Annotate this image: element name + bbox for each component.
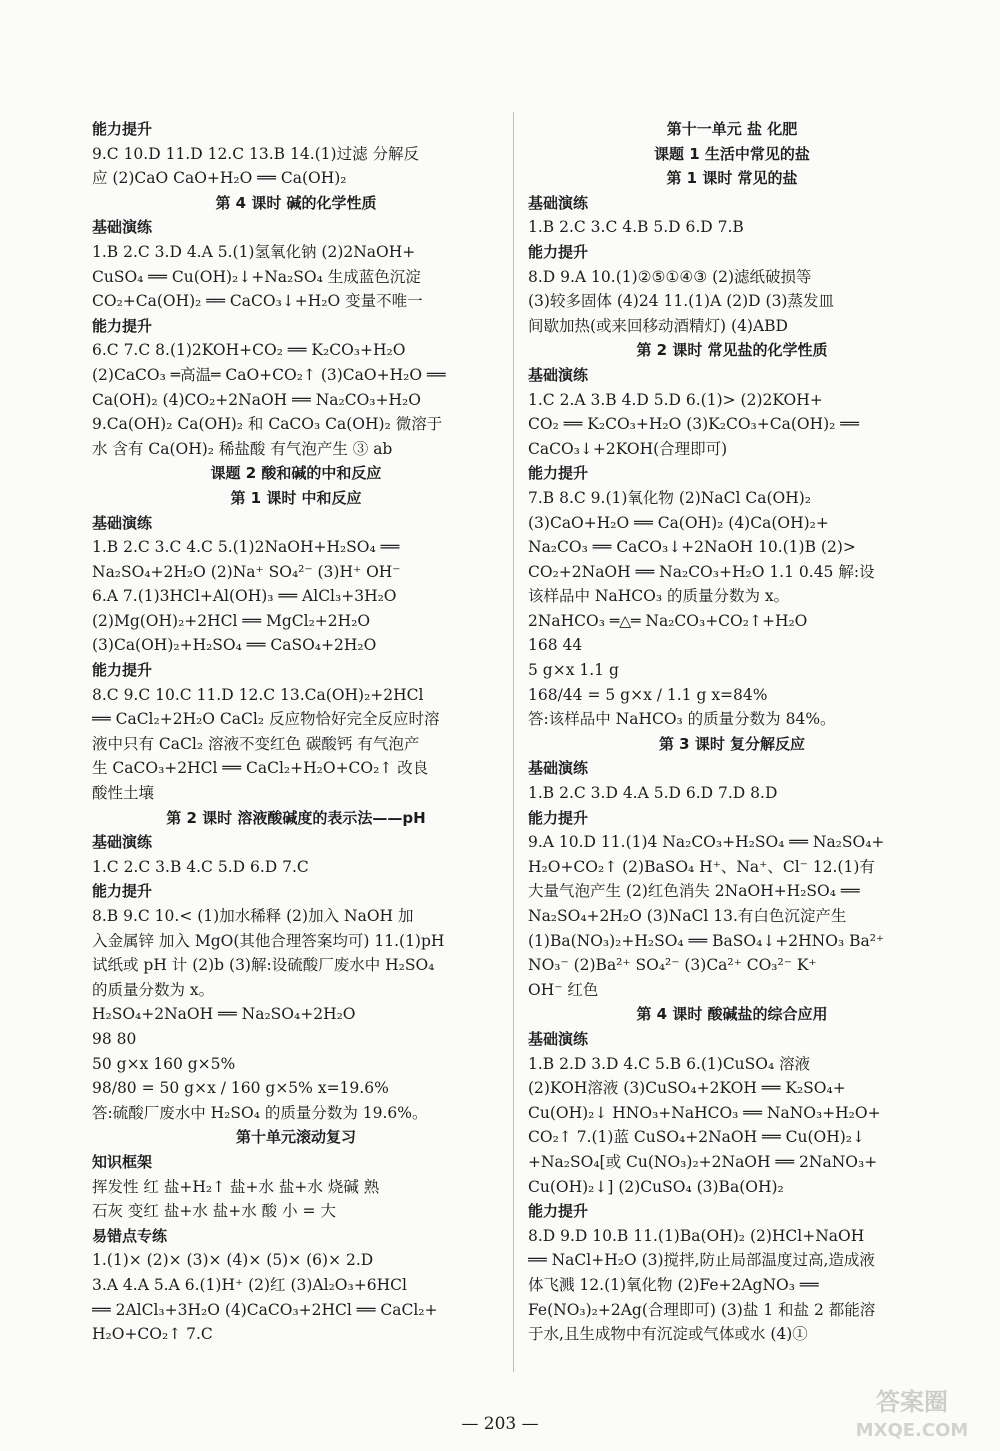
right-column	[528, 117, 936, 1347]
section-heading: 能力提升	[528, 464, 589, 483]
answer-line: 8.D 9.D 10.B 11.(1)Ba(OH)₂ (2)HCl+NaOH	[528, 1226, 865, 1245]
answer-line: 该样品中 NaHCO₃ 的质量分数为 x。	[528, 587, 790, 606]
section-heading: 基础演练	[528, 1029, 589, 1048]
answer-line: Na₂CO₃ ══ CaCO₃↓+2NaOH 10.(1)B (2)>	[528, 538, 856, 557]
answer-line: 1.B 2.C 3.D 4.A 5.(1)氢氧化钠 (2)2NaOH+	[92, 242, 416, 261]
answer-line: 8.B 9.C 10.< (1)加水稀释 (2)加入 NaOH 加	[92, 907, 414, 925]
answer-line: Cu(OH)₂↓] (2)CuSO₄ (3)Ba(OH)₂	[528, 1177, 784, 1196]
answer-line: 于水,且生成物中有沉淀或气体或水 (4)①	[528, 1325, 808, 1344]
answer-line: 液中只有 CaCl₂ 溶液不变红色 碳酸钙 有气泡产	[92, 734, 420, 753]
answer-line: 1.B 2.D 3.D 4.C 5.B 6.(1)CuSO₄ 溶液	[528, 1054, 811, 1073]
answer-line: Na₂SO₄+2H₂O (3)NaCl 13.有白色沉淀产生	[528, 907, 847, 925]
section-heading: 基础演练	[528, 759, 589, 778]
answer-line: H₂O+CO₂↑ (2)BaSO₄ H⁺、Na⁺、Cl⁻ 12.(1)有	[528, 857, 875, 876]
section-heading: 能力提升	[528, 808, 589, 827]
answer-line: H₂SO₄+2NaOH ══ Na₂SO₄+2H₂O	[92, 1005, 356, 1024]
answer-line: CO₂+2NaOH ══ Na₂CO₃+H₂O 1.1 0.45 解:设	[528, 562, 875, 581]
answer-line: 6.C 7.C 8.(1)2KOH+CO₂ ══ K₂CO₃+H₂O	[92, 341, 406, 360]
lesson-title: 第 1 课时 中和反应	[230, 488, 362, 507]
answer-line: 168/44 = 5 g×x / 1.1 g x=84%	[528, 685, 768, 704]
answer-line: (3)较多固体 (4)24 11.(1)A (2)D (3)蒸发皿	[528, 292, 834, 311]
answer-line: 大量气泡产生 (2)红色消失 2NaOH+H₂SO₄ ══	[528, 882, 860, 901]
section-heading: 知识框架	[92, 1152, 153, 1171]
answer-line: (2)CaCO₃ ═高温═ CaO+CO₂↑ (3)CaO+H₂O ══	[92, 365, 446, 384]
lesson-title: 第 2 课时 溶液酸碱度的表示法——pH	[166, 808, 426, 827]
answer-line: CaCO₃↓+2KOH(合理即可)	[528, 439, 728, 458]
answer-line: ══ CaCl₂+2H₂O CaCl₂ 反应物恰好完全反应时溶	[92, 710, 440, 729]
lesson-title: 第 2 课时 常见盐的化学性质	[636, 341, 828, 360]
answer-line: 168 44	[528, 636, 583, 655]
answer-line: 石灰 变红 盐+水 盐+水 酸 小 = 大	[92, 1202, 336, 1221]
section-heading: 能力提升	[92, 661, 153, 680]
section-heading: 能力提升	[528, 1202, 589, 1221]
lesson-title: 课题 2 酸和碱的中和反应	[210, 464, 382, 483]
column-divider	[513, 112, 514, 1372]
answer-line: H₂O+CO₂↑ 7.C	[92, 1325, 213, 1344]
answer-line: ══ 2AlCl₃+3H₂O (4)CaCO₃+2HCl ══ CaCl₂+	[92, 1300, 438, 1319]
answer-line: ══ NaCl+H₂O (3)搅拌,防止局部温度过高,造成液	[528, 1251, 875, 1270]
answer-line: 2NaHCO₃ ═△═ Na₂CO₃+CO₂↑+H₂O	[528, 611, 808, 630]
section-heading: 基础演练	[528, 365, 589, 384]
section-heading: 基础演练	[92, 833, 153, 852]
answer-line: (2)Mg(OH)₂+2HCl ══ MgCl₂+2H₂O	[92, 611, 371, 630]
lesson-title: 第十单元滚动复习	[235, 1128, 356, 1147]
answer-line: 1.B 2.C 3.C 4.B 5.D 6.D 7.B	[528, 218, 744, 237]
left-column	[92, 117, 500, 1347]
answer-line: 体飞溅 12.(1)氧化物 (2)Fe+2AgNO₃ ══	[528, 1275, 819, 1294]
answer-line: 答:该样品中 NaHCO₃ 的质量分数为 84%。	[528, 710, 836, 729]
answer-line: Cu(OH)₂↓ HNO₃+NaHCO₃ ══ NaNO₃+H₂O+	[528, 1103, 881, 1122]
answer-line: 6.A 7.(1)3HCl+Al(OH)₃ ══ AlCl₃+3H₂O	[92, 587, 397, 606]
answer-line: 答:硫酸厂废水中 H₂SO₄ 的质量分数为 19.6%。	[92, 1103, 428, 1122]
answer-line: +Na₂SO₄[或 Cu(NO₃)₂+2NaOH ══ 2NaNO₃+	[528, 1152, 878, 1171]
answer-line: CuSO₄ ══ Cu(OH)₂↓+Na₂SO₄ 生成蓝色沉淀	[92, 267, 421, 286]
section-heading: 基础演练	[92, 513, 153, 532]
answer-line: CO₂ ══ K₂CO₃+H₂O (3)K₂CO₃+Ca(OH)₂ ══	[528, 415, 859, 434]
answer-line: 间歇加热(或来回移动酒精灯) (4)ABD	[528, 316, 788, 335]
answer-line: 试纸或 pH 计 (2)b (3)解:设硫酸厂废水中 H₂SO₄	[92, 956, 435, 975]
section-heading: 能力提升	[92, 316, 153, 335]
answer-line: 1.B 2.C 3.D 4.A 5.D 6.D 7.D 8.D	[528, 784, 778, 803]
answer-line: 3.A 4.A 5.A 6.(1)H⁺ (2)红 (3)Al₂O₃+6HCl	[92, 1275, 407, 1294]
lesson-title: 课题 1 生活中常见的盐	[654, 144, 810, 163]
answer-line: Fe(NO₃)₂+2Ag(合理即可) (3)盐 1 和盐 2 都能溶	[528, 1300, 876, 1319]
answer-line: CO₂↑ 7.(1)蓝 CuSO₄+2NaOH ══ Cu(OH)₂↓	[528, 1128, 866, 1147]
page-number: — 203 —	[461, 1414, 539, 1434]
lesson-title: 第 3 课时 复分解反应	[658, 734, 806, 753]
watermark-line2: MXQE.COM	[855, 1420, 969, 1441]
answer-line: (3)Ca(OH)₂+H₂SO₄ ══ CaSO₄+2H₂O	[92, 636, 377, 655]
answer-line: (3)CaO+H₂O ══ Ca(OH)₂ (4)Ca(OH)₂+	[528, 513, 829, 532]
section-heading: 基础演练	[92, 218, 153, 237]
answer-line: 9.C 10.D 11.D 12.C 13.B 14.(1)过滤 分解反	[92, 144, 420, 163]
answer-line: 应 (2)CaO CaO+H₂O ══ Ca(OH)₂	[92, 169, 347, 188]
watermark-line1: 答案圈	[876, 1388, 948, 1416]
answer-line: Ca(OH)₂ (4)CO₂+2NaOH ══ Na₂CO₃+H₂O	[92, 390, 421, 409]
answer-line: (2)KOH溶液 (3)CuSO₄+2KOH ══ K₂SO₄+	[528, 1079, 846, 1098]
answer-line: 的质量分数为 x。	[92, 980, 215, 999]
answer-line: 1.B 2.C 3.C 4.C 5.(1)2NaOH+H₂SO₄ ══	[92, 538, 400, 557]
answer-line: 8.D 9.A 10.(1)②⑤①④③ (2)滤纸破损等	[528, 267, 812, 286]
answer-line: NO₃⁻ (2)Ba²⁺ SO₄²⁻ (3)Ca²⁺ CO₃²⁻ K⁺	[528, 956, 817, 975]
answer-line: CO₂+Ca(OH)₂ ══ CaCO₃↓+H₂O 变量不唯一	[92, 292, 423, 311]
answer-line: 生 CaCO₃+2HCl ══ CaCl₂+H₂O+CO₂↑ 改良	[92, 759, 429, 778]
lesson-title: 第 4 课时 酸碱盐的综合应用	[636, 1005, 828, 1024]
section-heading: 易错点专练	[92, 1226, 168, 1245]
section-heading: 能力提升	[92, 120, 153, 138]
answer-line: 挥发性 红 盐+H₂↑ 盐+水 盐+水 烧碱 熟	[92, 1177, 380, 1196]
answer-line: 98 80	[92, 1029, 137, 1048]
answer-line: 8.C 9.C 10.C 11.D 12.C 13.Ca(OH)₂+2HCl	[92, 685, 424, 704]
answer-line: (1)Ba(NO₃)₂+H₂SO₄ ══ BaSO₄↓+2HNO₃ Ba²⁺	[528, 931, 885, 950]
watermark-logo	[842, 1380, 982, 1444]
answer-line: 水 含有 Ca(OH)₂ 稀盐酸 有气泡产生 ③ ab	[92, 439, 393, 458]
lesson-title: 第十一单元 盐 化肥	[666, 120, 798, 138]
answer-line: 50 g×x 160 g×5%	[92, 1054, 236, 1073]
answer-line: OH⁻ 红色	[528, 980, 599, 999]
answer-line: 1.C 2.A 3.B 4.D 5.D 6.(1)> (2)2KOH+	[528, 390, 823, 409]
answer-line: 入金属锌 加入 MgO(其他合理答案均可) 11.(1)pH	[92, 931, 445, 950]
answer-line: 1.C 2.C 3.B 4.C 5.D 6.D 7.C	[92, 857, 309, 876]
section-heading: 基础演练	[528, 193, 589, 212]
answer-line: 1.(1)× (2)× (3)× (4)× (5)× (6)× 2.D	[92, 1251, 374, 1270]
answer-line: 9.Ca(OH)₂ Ca(OH)₂ 和 CaCO₃ Ca(OH)₂ 微溶于	[92, 415, 443, 434]
answer-line: 98/80 = 50 g×x / 160 g×5% x=19.6%	[92, 1079, 389, 1098]
section-heading: 能力提升	[92, 882, 153, 901]
answer-line: Na₂SO₄+2H₂O (2)Na⁺ SO₄²⁻ (3)H⁺ OH⁻	[92, 562, 401, 581]
answer-line: 酸性土壤	[92, 784, 155, 803]
answer-line: 7.B 8.C 9.(1)氧化物 (2)NaCl Ca(OH)₂	[528, 488, 811, 507]
lesson-title: 第 4 课时 碱的化学性质	[215, 193, 377, 212]
section-heading: 能力提升	[528, 242, 589, 261]
answer-line: 5 g×x 1.1 g	[528, 661, 619, 680]
answer-line: 9.A 10.D 11.(1)4 Na₂CO₃+H₂SO₄ ══ Na₂SO₄+	[528, 833, 885, 852]
lesson-title: 第 1 课时 常见的盐	[666, 169, 798, 188]
